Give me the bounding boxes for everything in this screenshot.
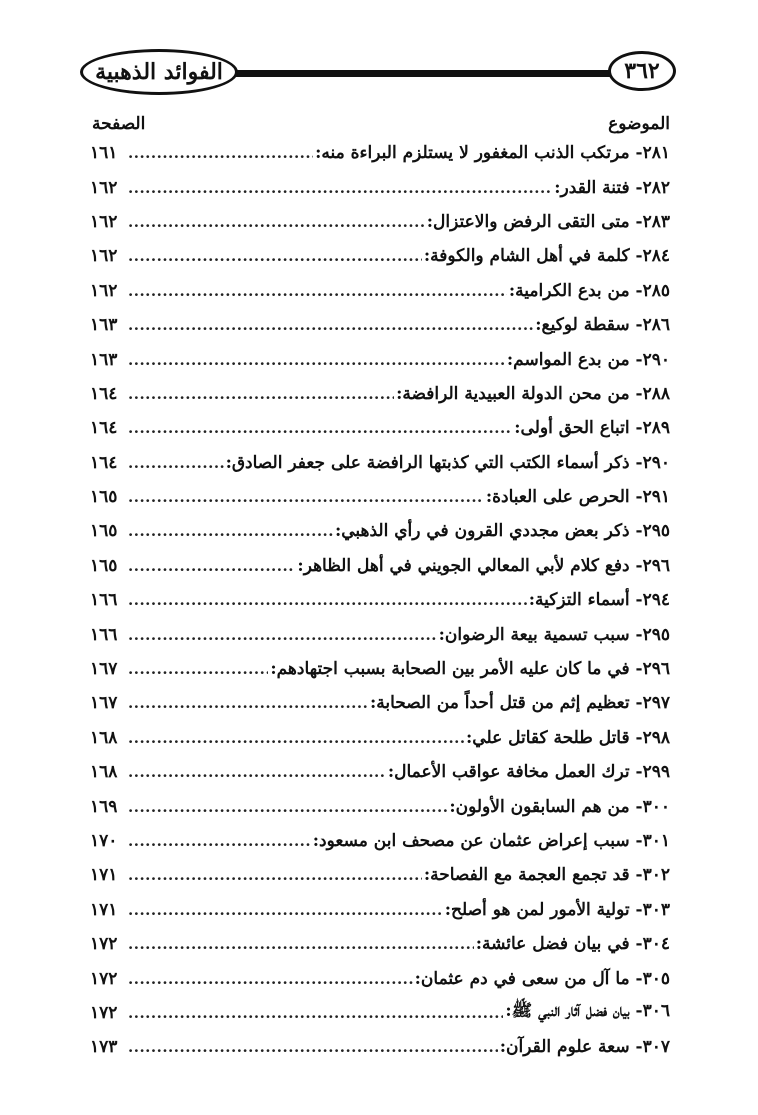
toc-entry-page: ١٦٨ bbox=[90, 762, 118, 783]
toc-entry bbox=[90, 136, 670, 170]
toc-entry bbox=[90, 858, 670, 892]
toc-entry-title: ٢٩٠- من بدع المواسم: bbox=[506, 349, 670, 370]
toc-entry bbox=[90, 755, 670, 789]
toc-entry-title: ٢٨٣- متى التقى الرفض والاعتزال: bbox=[426, 211, 670, 232]
toc-entry-page: ١٧٠ bbox=[90, 831, 118, 851]
toc-entry-page: ١٦٩ bbox=[90, 796, 118, 817]
toc-entry-title: ٢٨٢- فتنة القدر: bbox=[554, 177, 670, 198]
dot-leader bbox=[128, 316, 533, 334]
toc-entry bbox=[90, 961, 670, 995]
toc-entry-page: ١٧٢ bbox=[90, 934, 118, 955]
dot-leader bbox=[128, 660, 268, 678]
toc-entry bbox=[90, 686, 670, 720]
dot-leader bbox=[128, 626, 437, 644]
dot-leader bbox=[128, 729, 464, 747]
toc-entry-page: ١٦٢ bbox=[90, 177, 118, 198]
dot-leader bbox=[128, 351, 505, 369]
dot-leader bbox=[128, 970, 413, 988]
table-of-contents bbox=[90, 136, 670, 1065]
toc-entry bbox=[90, 480, 670, 514]
dot-leader bbox=[128, 419, 512, 437]
dot-leader bbox=[128, 179, 552, 197]
toc-entry-page: ١٦٢ bbox=[90, 280, 118, 301]
toc-entry bbox=[90, 170, 670, 204]
page-header bbox=[80, 48, 676, 102]
page-number-oval bbox=[608, 51, 676, 91]
toc-entry-page: ١٦٤ bbox=[90, 418, 118, 439]
toc-entry-page: ١٦٥ bbox=[90, 521, 118, 542]
toc-entry-title: ٣٠١- سبب إعراض عثمان عن مصحف ابن مسعود: bbox=[312, 831, 670, 851]
toc-entry-title: ٢٨٥- من بدع الكرامية: bbox=[508, 280, 670, 301]
dot-leader bbox=[128, 1004, 503, 1022]
toc-entry-title: ٢٨٩- اتباع الحق أولى: bbox=[514, 418, 670, 439]
toc-entry-title: ٢٩٦- دفع كلام لأبي المعالي الجويني في أهل الظاهر: bbox=[297, 555, 670, 576]
toc-entry bbox=[90, 342, 670, 376]
toc-entry bbox=[90, 411, 670, 445]
toc-entry-page: ١٦٦ bbox=[90, 590, 118, 611]
dot-leader bbox=[128, 454, 224, 472]
toc-entry-page: ١٦٧ bbox=[90, 693, 118, 714]
toc-entry-title: ٣٠٠- من هم السابقون الأولون: bbox=[449, 796, 670, 817]
dot-leader bbox=[128, 522, 333, 540]
dot-leader bbox=[128, 247, 422, 265]
toc-entry-title: ٢٩٠- ذكر أسماء الكتب التي كذبتها الرافضة على جعفر الصادق: bbox=[225, 452, 670, 473]
dot-leader bbox=[128, 1038, 498, 1056]
book-title: الفوائد الذهبية bbox=[95, 59, 223, 85]
toc-entry bbox=[90, 721, 670, 755]
dot-leader bbox=[128, 866, 422, 884]
toc-entry-page: ١٦٦ bbox=[90, 624, 118, 645]
toc-entry-title: ٣٠٦- بيان فضل آثار النبي ﷺ: bbox=[505, 1001, 670, 1022]
toc-entry-title: ٣٠٣- تولية الأمور لمن هو أصلح: bbox=[444, 899, 670, 920]
toc-entry-title: ٢٨١- مرتكب الذنب المغفور لا يستلزم البراءة منه: bbox=[315, 143, 670, 164]
toc-entry bbox=[90, 239, 670, 273]
toc-entry-page: ١٦٤ bbox=[90, 383, 118, 404]
toc-entry-title: ٢٩٥- سبب تسمية بيعة الرضوان: bbox=[438, 624, 670, 645]
toc-entry bbox=[90, 583, 670, 617]
toc-entry-page: ١٧٢ bbox=[90, 1002, 118, 1023]
book-title-oval bbox=[80, 49, 238, 95]
toc-entry-page: ١٦٢ bbox=[90, 211, 118, 232]
toc-entry bbox=[90, 377, 670, 411]
toc-entry-title: ٣٠٤- في بيان فضل عائشة: bbox=[475, 934, 670, 955]
page-column-heading: الصفحة bbox=[92, 114, 146, 134]
toc-entry bbox=[90, 308, 670, 342]
dot-leader bbox=[128, 488, 484, 506]
dot-leader bbox=[128, 591, 527, 609]
dot-leader bbox=[128, 557, 295, 575]
toc-entry bbox=[90, 927, 670, 961]
toc-entry bbox=[90, 652, 670, 686]
toc-entry-title: ٣٠٧- سعة علوم القرآن: bbox=[499, 1037, 670, 1058]
toc-entry-page: ١٦٧ bbox=[90, 659, 118, 680]
dot-leader bbox=[128, 144, 313, 162]
toc-entry-title: ٢٨٤- كلمة في أهل الشام والكوفة: bbox=[423, 246, 670, 267]
toc-entry-page: ١٦٥ bbox=[90, 555, 118, 576]
toc-entry-page: ١٦٣ bbox=[90, 315, 118, 336]
toc-entry-title: ٣٠٥- ما آل من سعى في دم عثمان: bbox=[414, 968, 670, 989]
toc-entry bbox=[90, 446, 670, 480]
topic-column-heading: الموضوع bbox=[608, 114, 670, 134]
toc-entry-title: ٢٩٤- أسماء التزكية: bbox=[528, 590, 670, 611]
dot-leader bbox=[128, 935, 474, 953]
header-rule bbox=[230, 70, 616, 77]
toc-entry bbox=[90, 205, 670, 239]
toc-entry-page: ١٧٣ bbox=[90, 1037, 118, 1058]
toc-entry-page: ١٦٨ bbox=[90, 727, 118, 748]
toc-entry-title: ٢٩١- الحرص على العبادة: bbox=[485, 487, 670, 508]
toc-entry-page: ١٦٢ bbox=[90, 246, 118, 267]
toc-entry-title: ٢٨٦- سقطة لوكيع: bbox=[535, 315, 670, 336]
page-number: ٣٦٢ bbox=[624, 58, 660, 84]
toc-entry bbox=[90, 549, 670, 583]
toc-entry bbox=[90, 824, 670, 858]
toc-entry-page: ١٧٢ bbox=[90, 968, 118, 989]
toc-entry bbox=[90, 996, 670, 1030]
dot-leader bbox=[128, 763, 386, 781]
toc-entry-title: ٣٠٢- قد تجمع العجمة مع الفصاحة: bbox=[423, 865, 670, 886]
toc-entry bbox=[90, 789, 670, 823]
toc-entry-title: ٢٩٩- ترك العمل مخافة عواقب الأعمال: bbox=[387, 762, 670, 783]
toc-entry bbox=[90, 1030, 670, 1064]
dot-leader bbox=[128, 798, 447, 816]
toc-entry bbox=[90, 617, 670, 651]
toc-entry-page: ١٧١ bbox=[90, 899, 118, 920]
toc-entry-title: ٢٨٨- من محن الدولة العبيدية الرافضة: bbox=[396, 383, 670, 404]
toc-entry-title: ٢٩٦- في ما كان عليه الأمر بين الصحابة بسبب اجتهادهم: bbox=[270, 659, 670, 680]
dot-leader bbox=[128, 385, 394, 403]
toc-entry-title: ٢٩٨- قاتل طلحة كقاتل علي: bbox=[466, 727, 670, 748]
toc-entry bbox=[90, 274, 670, 308]
toc-entry-page: ١٦١ bbox=[90, 143, 118, 164]
toc-entry bbox=[90, 514, 670, 548]
toc-entry-page: ١٦٣ bbox=[90, 349, 118, 370]
dot-leader bbox=[128, 901, 443, 919]
dot-leader bbox=[128, 282, 507, 300]
toc-entry-title: ٢٩٧- تعظيم إثم من قتل أحداً من الصحابة: bbox=[369, 693, 670, 714]
dot-leader bbox=[128, 694, 368, 712]
dot-leader bbox=[128, 832, 311, 850]
toc-entry-page: ١٦٥ bbox=[90, 487, 118, 508]
toc-entry-page: ١٧١ bbox=[90, 865, 118, 886]
toc-entry-title: ٢٩٥- ذكر بعض مجددي القرون في رأي الذهبي: bbox=[334, 521, 670, 542]
toc-entry bbox=[90, 893, 670, 927]
toc-entry-page: ١٦٤ bbox=[90, 452, 118, 473]
dot-leader bbox=[128, 213, 425, 231]
